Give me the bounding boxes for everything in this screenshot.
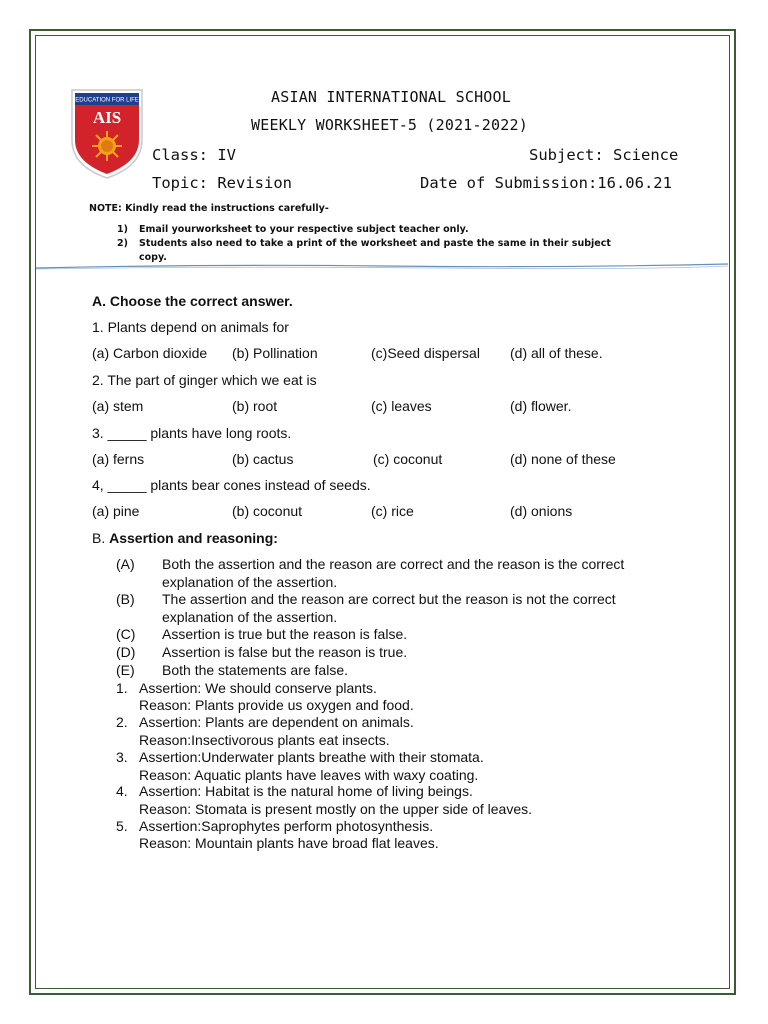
item-2-reason: Reason:Insectivorous plants eat insects. bbox=[139, 732, 390, 748]
item-3-num: 3. bbox=[116, 749, 128, 765]
item-5-num: 5. bbox=[116, 818, 128, 834]
item-3-assertion: Assertion:Underwater plants breathe with their stomata. bbox=[139, 749, 484, 765]
topic-label: Topic: Revision bbox=[152, 174, 292, 192]
key-b-label: (B) bbox=[116, 591, 135, 607]
logo-tagline: EDUCATION FOR LIFE bbox=[75, 97, 139, 104]
header-divider bbox=[36, 262, 728, 270]
item-1-reason: Reason: Plants provide us oxygen and food. bbox=[139, 697, 414, 713]
key-a-line1: Both the assertion and the reason are correct and the reason is the correct bbox=[162, 556, 625, 572]
q2-option-a: (a) stem bbox=[92, 398, 144, 414]
item-5-reason: Reason: Mountain plants have broad flat leaves. bbox=[139, 835, 439, 851]
item-4-num: 4. bbox=[116, 783, 128, 799]
q2-option-b: (b) root bbox=[232, 398, 278, 414]
key-e-label: (E) bbox=[116, 662, 135, 678]
key-e-line1: Both the statements are false. bbox=[162, 662, 348, 678]
q2-option-c: (c) leaves bbox=[371, 398, 432, 414]
logo-initials: AIS bbox=[92, 108, 122, 127]
q4-option-c: (c) rice bbox=[371, 503, 414, 519]
q1-option-a: (a) Carbon dioxide bbox=[92, 345, 208, 361]
key-b-line2: explanation of the assertion. bbox=[162, 609, 338, 625]
q2-option-d: (d) flower. bbox=[510, 398, 572, 414]
instruction-1-text: Email yourworksheet to your respective subject teacher only. bbox=[139, 224, 469, 235]
key-b-line1: The assertion and the reason are correct but the reason is not the correct bbox=[162, 591, 616, 607]
subject-label: Subject: Science bbox=[529, 146, 679, 164]
section-b-title: Assertion and reasoning: bbox=[109, 530, 278, 546]
q3-option-c: (c) coconut bbox=[373, 451, 443, 467]
item-2-assertion: Assertion: Plants are dependent on animals. bbox=[139, 714, 414, 730]
item-5-assertion: Assertion:Saprophytes perform photosynthesis. bbox=[139, 818, 434, 834]
question-1: 1. Plants depend on animals for bbox=[92, 319, 289, 335]
section-b-heading bbox=[92, 530, 278, 546]
q1-option-c: (c)Seed dispersal bbox=[371, 345, 480, 361]
q3-option-a: (a) ferns bbox=[92, 451, 145, 467]
item-4-assertion: Assertion: Habitat is the natural home of living beings. bbox=[139, 783, 473, 799]
instruction-2-text: Students also need to take a print of the worksheet and paste the same in their subject bbox=[139, 238, 611, 249]
q1-option-b: (b) Pollination bbox=[232, 345, 318, 361]
school-name: ASIAN INTERNATIONAL SCHOOL bbox=[271, 88, 511, 106]
instruction-2-num: 2) bbox=[117, 238, 128, 249]
school-logo bbox=[70, 88, 144, 180]
q3-option-d: (d) none of these bbox=[510, 451, 616, 467]
q4-option-d: (d) onions bbox=[510, 503, 573, 519]
key-d-line1: Assertion is false but the reason is true. bbox=[162, 644, 408, 660]
item-2-num: 2. bbox=[116, 714, 128, 730]
q1-option-d: (d) all of these. bbox=[510, 345, 603, 361]
key-c-label: (C) bbox=[116, 626, 136, 642]
item-1-num: 1. bbox=[116, 680, 128, 696]
key-d-label: (D) bbox=[116, 644, 136, 660]
class-label: Class: IV bbox=[152, 146, 236, 164]
q4-option-b: (b) coconut bbox=[232, 503, 303, 519]
question-4: 4, _____ plants bear cones instead of seeds. bbox=[92, 477, 371, 493]
key-c-line1: Assertion is true but the reason is false. bbox=[162, 626, 408, 642]
submission-date: Date of Submission:16.06.21 bbox=[420, 174, 672, 192]
item-4-reason: Reason: Stomata is present mostly on the upper side of leaves. bbox=[139, 801, 532, 817]
instruction-2-continuation: copy. bbox=[139, 252, 167, 263]
question-3: 3. _____ plants have long roots. bbox=[92, 425, 292, 441]
instruction-1-num: 1) bbox=[117, 224, 128, 235]
q4-option-a: (a) pine bbox=[92, 503, 140, 519]
section-a-heading: A. Choose the correct answer. bbox=[92, 293, 293, 309]
note-heading: NOTE: Kindly read the instructions carefully- bbox=[89, 203, 329, 214]
key-a-line2: explanation of the assertion. bbox=[162, 574, 338, 590]
item-1-assertion: Assertion: We should conserve plants. bbox=[139, 680, 377, 696]
question-2: 2. The part of ginger which we eat is bbox=[92, 372, 317, 388]
key-a-label: (A) bbox=[116, 556, 135, 572]
worksheet-title: WEEKLY WORKSHEET-5 (2021-2022) bbox=[251, 116, 528, 134]
item-3-reason: Reason: Aquatic plants have leaves with waxy coating. bbox=[139, 767, 479, 783]
section-b-prefix: B. bbox=[92, 530, 110, 546]
q3-option-b: (b) cactus bbox=[232, 451, 294, 467]
